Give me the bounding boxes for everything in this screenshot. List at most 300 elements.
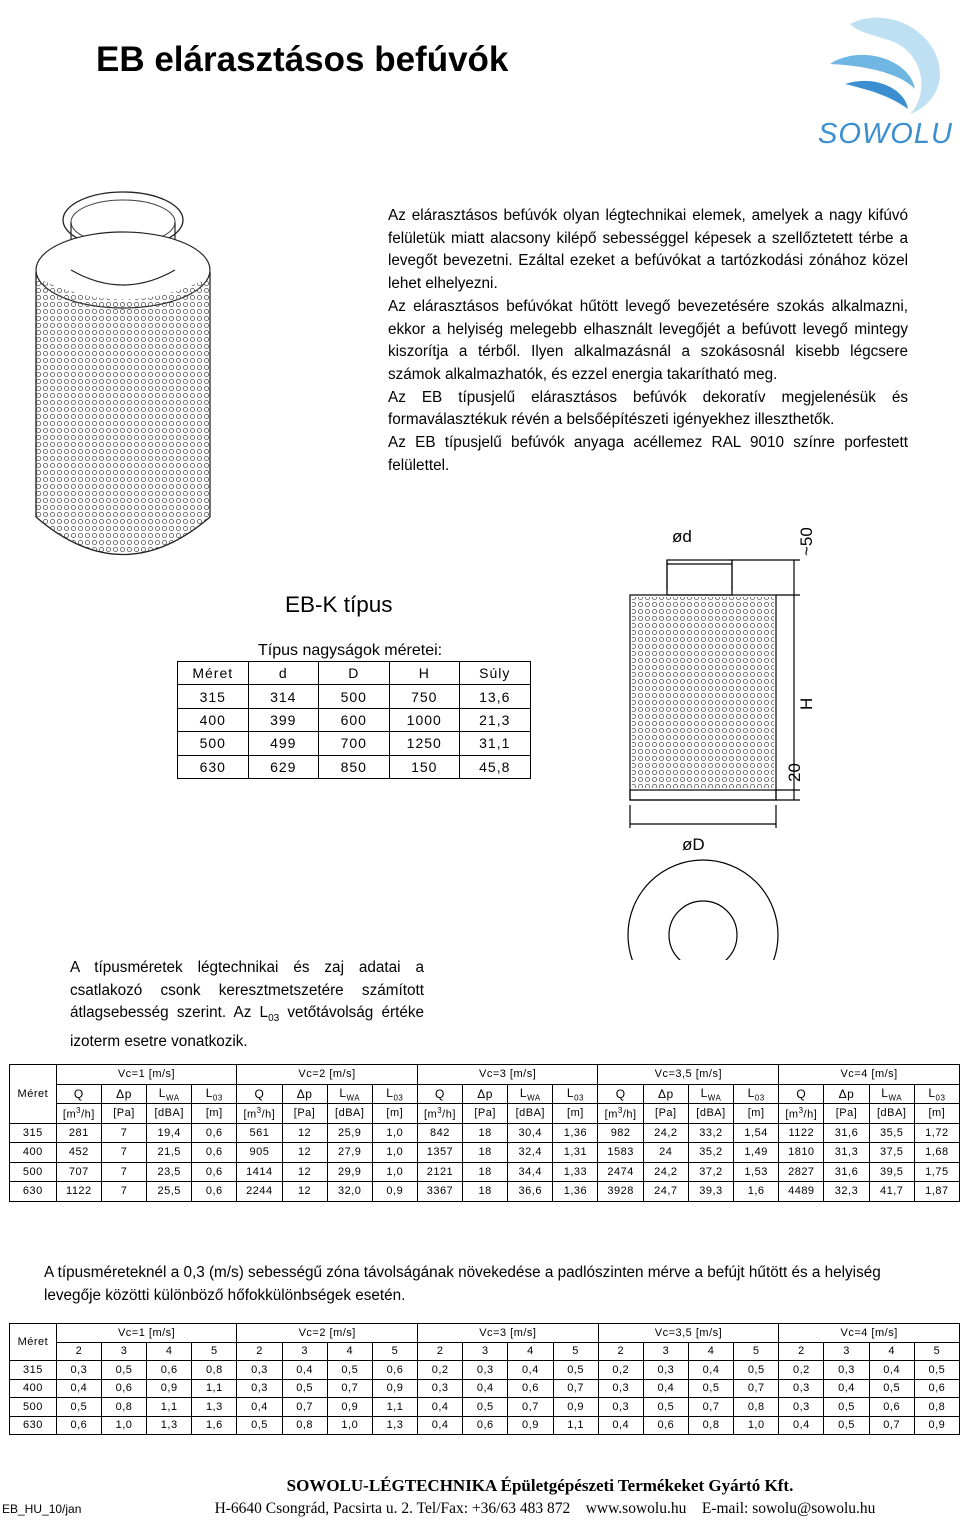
group-header: Vc=3,5 [m/s] xyxy=(598,1324,779,1343)
group-header: Vc=1 [m/s] xyxy=(56,1324,237,1343)
table-cell: 0,4 xyxy=(688,1361,733,1380)
unit-cell: [Pa] xyxy=(824,1104,869,1124)
table-cell: 0,6 xyxy=(101,1379,146,1398)
table-cell: 315 xyxy=(10,1123,57,1143)
table-cell: 25,5 xyxy=(147,1182,192,1202)
table-cell: 0,7 xyxy=(282,1398,327,1417)
table-cell: 1,36 xyxy=(553,1182,598,1202)
table-cell: 24,7 xyxy=(643,1182,688,1202)
column-header: 4 xyxy=(869,1342,914,1361)
table-cell: 7 xyxy=(101,1182,146,1202)
table-cell: 0,8 xyxy=(101,1398,146,1417)
table-cell: 150 xyxy=(389,755,460,778)
table-cell: 0,5 xyxy=(463,1398,508,1417)
column-header: $L_{WA}$ xyxy=(147,1084,192,1104)
table-cell: 18 xyxy=(463,1143,508,1163)
table-cell: 0,4 xyxy=(56,1379,101,1398)
dimensions-table xyxy=(177,661,531,779)
table-cell: 0,3 xyxy=(463,1361,508,1380)
table-cell: 0,8 xyxy=(688,1416,733,1435)
ebk-title: EB-K típus xyxy=(285,592,393,617)
table-cell: 1,75 xyxy=(914,1162,959,1182)
unit-cell: [Pa] xyxy=(101,1104,146,1124)
table-cell: 1,0 xyxy=(372,1162,417,1182)
table-row xyxy=(10,1398,960,1417)
table-cell: 500 xyxy=(178,732,249,755)
table-cell: 400 xyxy=(178,708,249,731)
table-cell: 850 xyxy=(319,755,390,778)
table-cell: 0,7 xyxy=(734,1379,779,1398)
column-header-row xyxy=(10,1342,960,1361)
unit-cell: [dBA] xyxy=(869,1104,914,1124)
performance-table xyxy=(9,1064,960,1202)
table-cell: 1,53 xyxy=(734,1162,779,1182)
table-cell: 1,3 xyxy=(372,1416,417,1435)
approx50-label: ~50 xyxy=(797,527,816,556)
table-cell: 0,7 xyxy=(688,1398,733,1417)
table-cell: 1122 xyxy=(779,1123,824,1143)
table-cell: 0,2 xyxy=(418,1361,463,1380)
table-cell: 500 xyxy=(319,685,390,708)
table-cell: 630 xyxy=(10,1182,57,1202)
table-cell: 0,6 xyxy=(508,1379,553,1398)
table-cell: 1810 xyxy=(779,1143,824,1163)
dimensions-body xyxy=(178,685,531,779)
note-text-2: A típusméreteknél a 0,3 (m/s) sebességű zóna távolságának növekedése a padlószinten mérve a befújt hűtött és a helyiség levegője közötti különböző hőfokkülönbségek esetén. xyxy=(44,1264,881,1304)
table-row xyxy=(10,1361,960,1380)
table-cell: 29,9 xyxy=(327,1162,372,1182)
table-cell: 561 xyxy=(237,1123,282,1143)
table-cell: 30,4 xyxy=(508,1123,553,1143)
table-cell: 18 xyxy=(463,1162,508,1182)
table-cell: 0,9 xyxy=(147,1379,192,1398)
table-cell: 0,2 xyxy=(598,1361,643,1380)
column-header: 4 xyxy=(327,1342,372,1361)
table-cell: 905 xyxy=(237,1143,282,1163)
header-cell: H xyxy=(389,662,460,685)
table-cell: 1583 xyxy=(598,1143,643,1163)
table-cell: 0,3 xyxy=(643,1361,688,1380)
logo-text: SOWOLU xyxy=(818,118,953,150)
table-cell: 0,4 xyxy=(869,1361,914,1380)
header-cell: Súly xyxy=(460,662,531,685)
column-header: 5 xyxy=(372,1342,417,1361)
table-cell: 1357 xyxy=(417,1143,462,1163)
table-cell: 842 xyxy=(417,1123,462,1143)
intro-text xyxy=(388,205,908,477)
footer-code: EB_HU_10/jan xyxy=(2,1502,82,1516)
table-cell: 0,2 xyxy=(779,1361,824,1380)
table-cell: 0,7 xyxy=(327,1379,372,1398)
table-cell: 630 xyxy=(178,755,249,778)
table-cell: 0,5 xyxy=(824,1398,869,1417)
table-cell: 1,0 xyxy=(101,1416,146,1435)
table-cell: 0,8 xyxy=(282,1416,327,1435)
table-header-row xyxy=(178,662,531,685)
table-cell: 0,5 xyxy=(688,1379,733,1398)
column-header: Q xyxy=(598,1084,643,1104)
table-cell: 0,6 xyxy=(147,1361,192,1380)
table-cell: 37,5 xyxy=(869,1143,914,1163)
column-header: 3 xyxy=(282,1342,327,1361)
table-cell: 1000 xyxy=(389,708,460,731)
column-header: $L_{WA}$ xyxy=(508,1084,553,1104)
column-header: Q xyxy=(779,1084,824,1104)
intro-paragraph: Az elárasztásos befúvókat hűtött levegő bevezetésére szokás alkalmazni, ekkor a helyiség melegebb elhasznált levegőjét a befúvott levegő mintegy kiszorítja a térből. Ilyen alkalmazásnál a szokásosnál kisebb légcsere számok alkalmazhatók, és ezzel energia takarítható meg. xyxy=(388,297,908,383)
column-header: 4 xyxy=(147,1342,192,1361)
table-cell: 0,6 xyxy=(914,1379,959,1398)
table-cell: 1,33 xyxy=(553,1162,598,1182)
table-cell: 12 xyxy=(282,1162,327,1182)
table-row xyxy=(178,685,531,708)
table-cell: 1,0 xyxy=(327,1416,372,1435)
table-cell: 0,4 xyxy=(282,1361,327,1380)
table-cell: 12 xyxy=(282,1143,327,1163)
table-cell: 2827 xyxy=(779,1162,824,1182)
table-cell: 31,6 xyxy=(824,1162,869,1182)
table-cell: 0,3 xyxy=(237,1379,282,1398)
note-text-part: A típusméretek légtechnikai és zaj adatai a csatlakozó csonk keresztmetszetére számított átlagsebesség szerint. Az L xyxy=(70,959,424,1021)
column-header: 2 xyxy=(598,1342,643,1361)
table-cell: 0,8 xyxy=(914,1398,959,1417)
table-cell: 33,2 xyxy=(688,1123,733,1143)
table-cell: 45,8 xyxy=(460,755,531,778)
group-header: Vc=4 [m/s] xyxy=(779,1065,960,1085)
column-header: 5 xyxy=(734,1342,779,1361)
group-header: Vc=3 [m/s] xyxy=(417,1065,598,1085)
header-cell: D xyxy=(319,662,390,685)
table-cell: 0,3 xyxy=(824,1361,869,1380)
table-cell: 452 xyxy=(56,1143,101,1163)
table-cell: 3928 xyxy=(598,1182,643,1202)
table-cell: 500 xyxy=(10,1162,57,1182)
column-header: Q xyxy=(56,1084,101,1104)
table-cell: 281 xyxy=(56,1123,101,1143)
table-cell: 35,2 xyxy=(688,1143,733,1163)
unit-cell: [dBA] xyxy=(508,1104,553,1124)
table-cell: 499 xyxy=(248,732,319,755)
unit-cell: [m] xyxy=(553,1104,598,1124)
column-header: 5 xyxy=(553,1342,598,1361)
table-row xyxy=(178,755,531,778)
table-cell: 0,6 xyxy=(192,1123,237,1143)
unit-cell: [m] xyxy=(192,1104,237,1124)
table-cell: 37,2 xyxy=(688,1162,733,1182)
unit-row xyxy=(10,1104,960,1124)
table-cell: 0,9 xyxy=(553,1398,598,1417)
column-header: 4 xyxy=(688,1342,733,1361)
table-cell: 0,3 xyxy=(418,1379,463,1398)
intro-paragraph: Az elárasztásos befúvók olyan légtechnikai elemek, amelyek a nagy kifúvó felületük miatt alacsony kilépő sebességgel képesek a szellőztetett térbe a levegőt bevezetni. Ezáltal ezeket a befúvókat a tartózkodási zónához közel lehet elhelyezni. xyxy=(388,207,908,293)
table-cell: 0,6 xyxy=(463,1416,508,1435)
table-cell: 0,4 xyxy=(779,1416,824,1435)
note-sub: 03 xyxy=(268,1013,280,1025)
table-cell: 0,6 xyxy=(192,1143,237,1163)
table-cell: 19,4 xyxy=(147,1123,192,1143)
table-cell: 27,9 xyxy=(327,1143,372,1163)
column-header: Δp xyxy=(463,1084,508,1104)
note-text-tail: vetőtávolság értéke izoterm esetre vonatkozik. xyxy=(70,1004,424,1050)
table-cell: 21,5 xyxy=(147,1143,192,1163)
table-cell: 0,4 xyxy=(824,1379,869,1398)
column-header: $L_{03}$ xyxy=(553,1084,598,1104)
table-cell: 0,4 xyxy=(418,1416,463,1435)
table-cell: 0,8 xyxy=(192,1361,237,1380)
table-cell: 12 xyxy=(282,1123,327,1143)
table-cell: 1,36 xyxy=(553,1123,598,1143)
table-row xyxy=(178,708,531,731)
table-cell: 0,5 xyxy=(282,1379,327,1398)
unit-cell: [Pa] xyxy=(282,1104,327,1124)
table-cell: 315 xyxy=(10,1361,57,1380)
table-row xyxy=(10,1416,960,1435)
group-header: Vc=2 [m/s] xyxy=(237,1065,418,1085)
table-cell: 1,31 xyxy=(553,1143,598,1163)
table-cell: 4489 xyxy=(779,1182,824,1202)
table-row xyxy=(10,1123,960,1143)
unit-cell: $[m^3/h]$ xyxy=(779,1104,824,1124)
table-cell: 314 xyxy=(248,685,319,708)
group-header-row xyxy=(10,1065,960,1085)
meret-header: Méret xyxy=(10,1065,57,1124)
note-text xyxy=(70,957,424,1053)
table-cell: 500 xyxy=(10,1398,57,1417)
group-header: Vc=3 [m/s] xyxy=(418,1324,599,1343)
meret-header: Méret xyxy=(10,1324,57,1361)
table-cell: 700 xyxy=(319,732,390,755)
table-cell: 1,6 xyxy=(192,1416,237,1435)
table-cell: 39,3 xyxy=(688,1182,733,1202)
table-cell: 0,6 xyxy=(192,1182,237,1202)
table-cell: 32,3 xyxy=(824,1182,869,1202)
table-cell: 0,4 xyxy=(598,1416,643,1435)
table-cell: 7 xyxy=(101,1162,146,1182)
table-cell: 1,1 xyxy=(147,1398,192,1417)
table-cell: 1,54 xyxy=(734,1123,779,1143)
D-label: øD xyxy=(682,835,705,854)
table-cell: 0,3 xyxy=(237,1361,282,1380)
table-cell: 34,4 xyxy=(508,1162,553,1182)
unit-cell: [m] xyxy=(372,1104,417,1124)
column-header: 3 xyxy=(101,1342,146,1361)
table-cell: 13,6 xyxy=(460,685,531,708)
table-cell: 1,0 xyxy=(372,1143,417,1163)
page-title: EB elárasztásos befúvók xyxy=(96,40,509,79)
table-cell: 0,8 xyxy=(734,1398,779,1417)
table-cell: 315 xyxy=(178,685,249,708)
table-row xyxy=(178,732,531,755)
footer-address: H-6640 Csongrád, Pacsirta u. 2. Tel/Fax: +36/63 483 872 www.sowolu.hu E-mail: sowolu@sowolu.hu xyxy=(214,1500,876,1517)
table-cell: 0,3 xyxy=(779,1398,824,1417)
intro-paragraph: Az EB típusjelű elárasztásos befúvók dekoratív megjelenésük és formaválasztékuk révén a belsőépítészeti igényekhez illeszthetők. xyxy=(388,388,908,429)
header-cell: Méret xyxy=(178,662,249,685)
table-cell: 1414 xyxy=(237,1162,282,1182)
diffuser-illustration-icon xyxy=(28,182,218,572)
table-row xyxy=(10,1182,960,1202)
d-label: ød xyxy=(672,527,692,546)
table-cell: 31,6 xyxy=(824,1123,869,1143)
table-cell: 18 xyxy=(463,1123,508,1143)
table-cell: 2474 xyxy=(598,1162,643,1182)
table-cell: 1,3 xyxy=(192,1398,237,1417)
unit-cell: [dBA] xyxy=(147,1104,192,1124)
table-cell: 1,68 xyxy=(914,1143,959,1163)
group-header: Vc=1 [m/s] xyxy=(56,1065,237,1085)
table-cell: 0,5 xyxy=(101,1361,146,1380)
table-cell: 0,4 xyxy=(237,1398,282,1417)
table-cell: 0,9 xyxy=(372,1379,417,1398)
column-header: $L_{WA}$ xyxy=(327,1084,372,1104)
table-cell: 0,5 xyxy=(327,1361,372,1380)
table-cell: 0,7 xyxy=(553,1379,598,1398)
table-cell: 3367 xyxy=(417,1182,462,1202)
table-cell: 32,0 xyxy=(327,1182,372,1202)
table-cell: 0,3 xyxy=(598,1379,643,1398)
footer-company: SOWOLU-LÉGTECHNIKA Épületgépészeti Termékeket Gyártó Kft. xyxy=(286,1476,794,1495)
column-header: 2 xyxy=(418,1342,463,1361)
table-cell: 0,7 xyxy=(869,1416,914,1435)
column-header: Δp xyxy=(101,1084,146,1104)
unit-cell: $[m^3/h]$ xyxy=(598,1104,643,1124)
table-cell: 24,2 xyxy=(643,1162,688,1182)
table-row xyxy=(10,1162,960,1182)
table-cell: 32,4 xyxy=(508,1143,553,1163)
distance-table xyxy=(9,1323,960,1435)
table-cell: 0,9 xyxy=(327,1398,372,1417)
table-cell: 0,6 xyxy=(56,1416,101,1435)
dims-caption: Típus nagyságok méretei: xyxy=(258,642,443,659)
unit-cell: [Pa] xyxy=(643,1104,688,1124)
column-header: Δp xyxy=(282,1084,327,1104)
table-cell: 0,9 xyxy=(508,1416,553,1435)
unit-cell: [dBA] xyxy=(688,1104,733,1124)
column-header: 5 xyxy=(192,1342,237,1361)
column-header: 3 xyxy=(643,1342,688,1361)
table-cell: 0,6 xyxy=(192,1162,237,1182)
column-header: 3 xyxy=(463,1342,508,1361)
column-header: $L_{WA}$ xyxy=(688,1084,733,1104)
table-cell: 18 xyxy=(463,1182,508,1202)
table-cell: 1,1 xyxy=(192,1379,237,1398)
column-header: 2 xyxy=(779,1342,824,1361)
table-cell: 1122 xyxy=(56,1182,101,1202)
table-cell: 0,3 xyxy=(598,1398,643,1417)
intro-paragraph: Az EB típusjelű befúvók anyaga acéllemez RAL 9010 színre porfestett felülettel. xyxy=(388,434,908,474)
table-cell: 2244 xyxy=(237,1182,282,1202)
table-cell: 7 xyxy=(101,1143,146,1163)
table-cell: 1250 xyxy=(389,732,460,755)
table-cell: 36,6 xyxy=(508,1182,553,1202)
table-cell: 0,3 xyxy=(779,1379,824,1398)
column-header: $L_{03}$ xyxy=(372,1084,417,1104)
table-cell: 1,1 xyxy=(553,1416,598,1435)
table-cell: 41,7 xyxy=(869,1182,914,1202)
table-cell: 1,0 xyxy=(734,1416,779,1435)
column-header: 2 xyxy=(56,1342,101,1361)
table-cell: 0,5 xyxy=(869,1379,914,1398)
table-cell: 0,5 xyxy=(824,1416,869,1435)
table-cell: 12 xyxy=(282,1182,327,1202)
table-cell: 630 xyxy=(10,1416,57,1435)
table-cell: 0,5 xyxy=(56,1398,101,1417)
table-cell: 0,5 xyxy=(914,1361,959,1380)
table-cell: 31,3 xyxy=(824,1143,869,1163)
table-cell: 982 xyxy=(598,1123,643,1143)
table-cell: 707 xyxy=(56,1162,101,1182)
column-header: Q xyxy=(237,1084,282,1104)
column-header: $L_{WA}$ xyxy=(869,1084,914,1104)
table-cell: 0,6 xyxy=(869,1398,914,1417)
group-header: Vc=2 [m/s] xyxy=(237,1324,418,1343)
column-header: 5 xyxy=(914,1342,959,1361)
table-cell: 1,87 xyxy=(914,1182,959,1202)
table-cell: 1,1 xyxy=(372,1398,417,1417)
column-header: Δp xyxy=(643,1084,688,1104)
unit-cell: $[m^3/h]$ xyxy=(56,1104,101,1124)
table-cell: 0,4 xyxy=(508,1361,553,1380)
unit-cell: $[m^3/h]$ xyxy=(417,1104,462,1124)
unit-cell: [m] xyxy=(734,1104,779,1124)
table-cell: 7 xyxy=(101,1123,146,1143)
table-cell: 0,5 xyxy=(237,1416,282,1435)
unit-cell: [dBA] xyxy=(327,1104,372,1124)
table-cell: 23,5 xyxy=(147,1162,192,1182)
header-cell: d xyxy=(248,662,319,685)
table-cell: 0,4 xyxy=(643,1379,688,1398)
table-row xyxy=(10,1143,960,1163)
column-header: Q xyxy=(417,1084,462,1104)
table-cell: 0,5 xyxy=(734,1361,779,1380)
technical-drawing xyxy=(560,510,960,960)
table-cell: 400 xyxy=(10,1379,57,1398)
table-cell: 399 xyxy=(248,708,319,731)
H-label: H xyxy=(797,697,816,710)
table-cell: 600 xyxy=(319,708,390,731)
table-cell: 1,3 xyxy=(147,1416,192,1435)
column-header: $L_{03}$ xyxy=(734,1084,779,1104)
table-cell: 31,1 xyxy=(460,732,531,755)
column-header: 3 xyxy=(824,1342,869,1361)
table-cell: 1,72 xyxy=(914,1123,959,1143)
table-cell: 25,9 xyxy=(327,1123,372,1143)
unit-cell: [m] xyxy=(914,1104,959,1124)
table-cell: 39,5 xyxy=(869,1162,914,1182)
column-header: Δp xyxy=(824,1084,869,1104)
table-cell: 0,4 xyxy=(418,1398,463,1417)
twenty-label: 20 xyxy=(785,763,804,782)
column-header-row xyxy=(10,1084,960,1104)
unit-cell: [Pa] xyxy=(463,1104,508,1124)
column-header: $L_{03}$ xyxy=(914,1084,959,1104)
table-cell: 0,6 xyxy=(372,1361,417,1380)
column-header: 4 xyxy=(508,1342,553,1361)
table-cell: 0,5 xyxy=(643,1398,688,1417)
table-cell: 1,49 xyxy=(734,1143,779,1163)
table-cell: 0,7 xyxy=(508,1398,553,1417)
table-cell: 0,9 xyxy=(372,1182,417,1202)
table-cell: 35,5 xyxy=(869,1123,914,1143)
table-cell: 2121 xyxy=(417,1162,462,1182)
table-cell: 0,4 xyxy=(463,1379,508,1398)
table-cell: 1,6 xyxy=(734,1182,779,1202)
table-cell: 0,9 xyxy=(914,1416,959,1435)
group-header-row xyxy=(10,1324,960,1343)
table-cell: 400 xyxy=(10,1143,57,1163)
table-row xyxy=(10,1379,960,1398)
table-cell: 629 xyxy=(248,755,319,778)
table-cell: 0,5 xyxy=(553,1361,598,1380)
table-cell: 24 xyxy=(643,1143,688,1163)
